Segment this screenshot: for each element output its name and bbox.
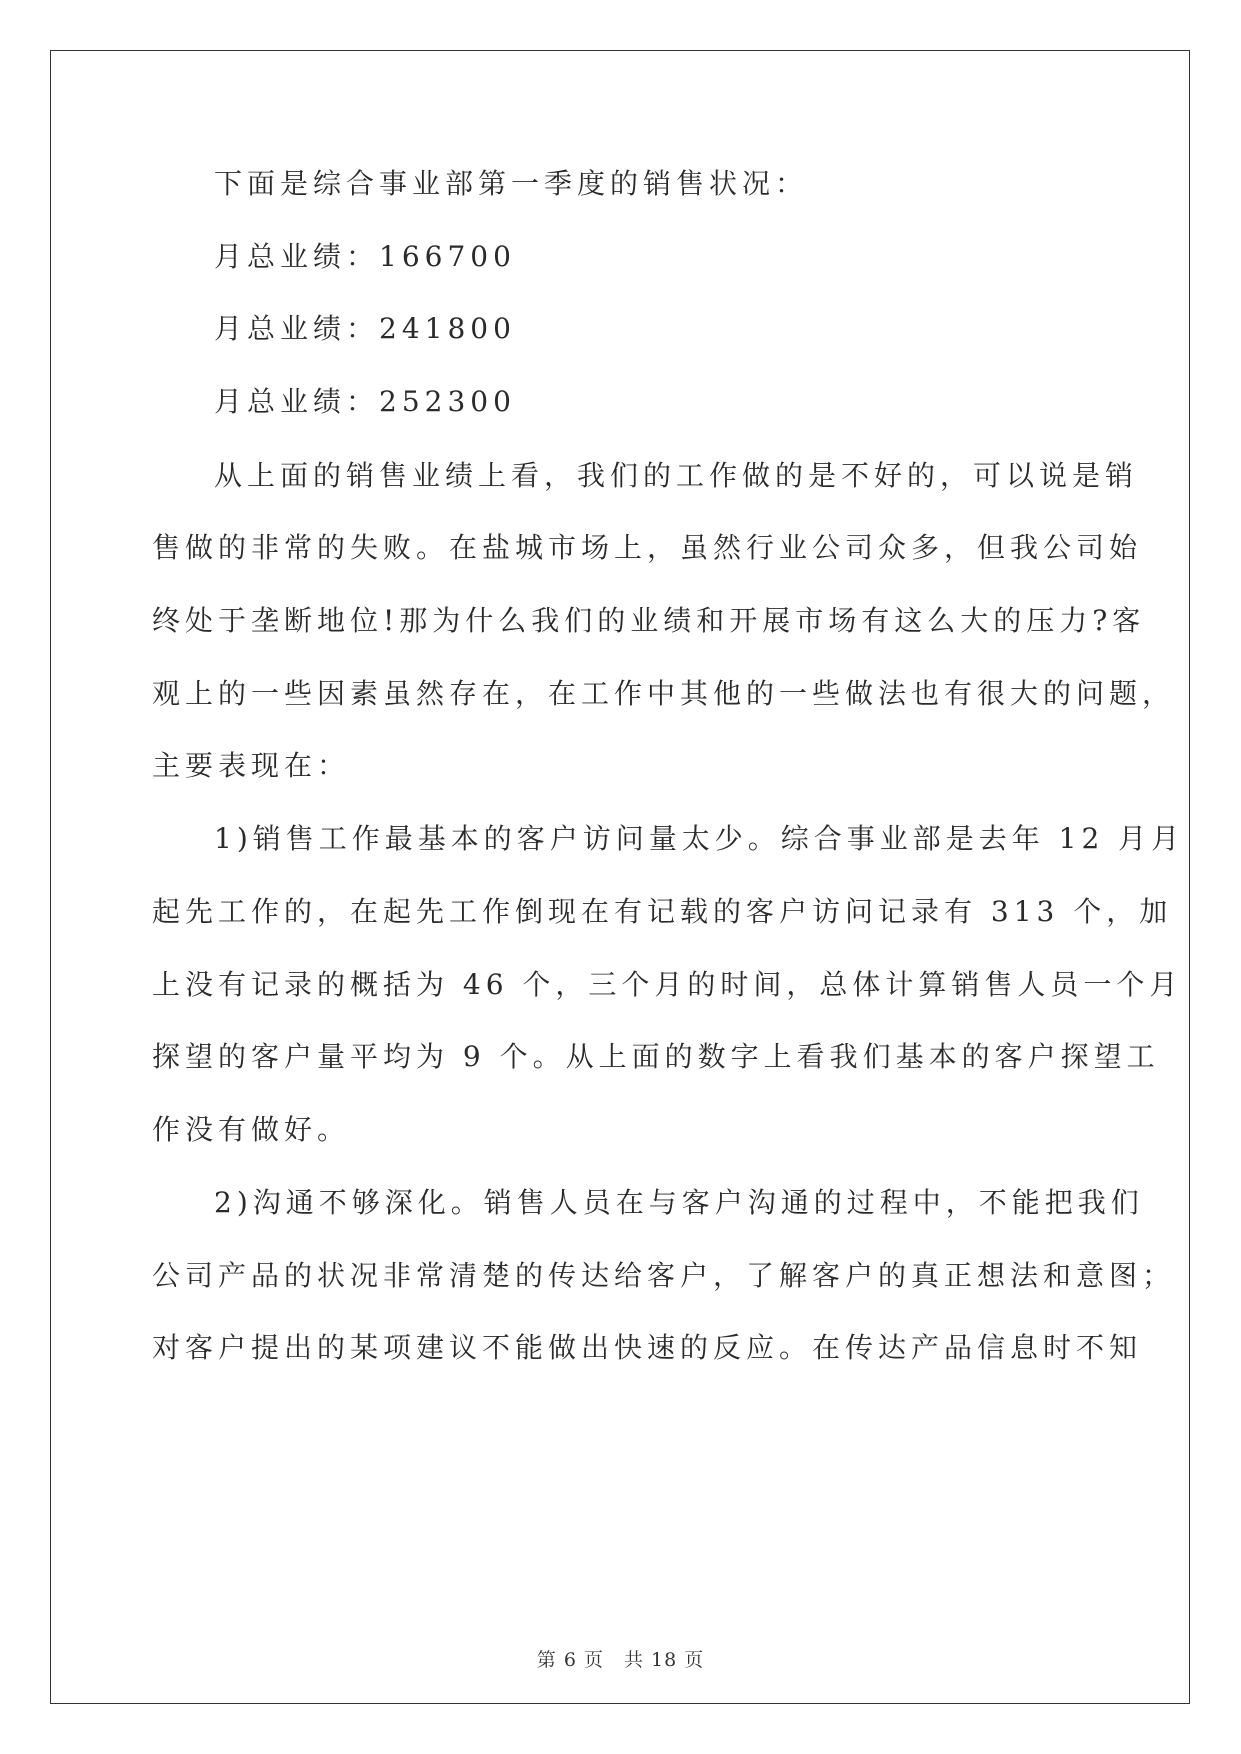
text-line: 从上面的销售业绩上看，我们的工作做的是不好的，可以说是销 (214, 459, 1139, 492)
text-line: 探望的客户量平均为 9 个。从上面的数字上看我们基本的客户探望工 (152, 1040, 1160, 1073)
page-number-footer: 第 6 页 共 18 页 (536, 1649, 705, 1671)
text-line: 月总业绩：252300 (214, 385, 516, 418)
text-line: 下面是综合事业部第一季度的销售状况： (214, 167, 809, 200)
page-border (50, 50, 1190, 1704)
text-line: 2)沟通不够深化。销售人员在与客户沟通的过程中，不能把我们 (214, 1186, 1144, 1219)
text-line: 主要表现在： (152, 749, 351, 782)
text-line: 作没有做好。 (152, 1113, 351, 1146)
text-line: 观上的一些因素虽然存在，在工作中其他的一些做法也有很大的问题， (152, 677, 1176, 710)
text-line: 上没有记录的概括为 46 个，三个月的时间，总体计算销售人员一个月 (152, 968, 1183, 1001)
text-line: 终处于垄断地位!那为什么我们的业绩和开展市场有这么大的压力?客 (152, 604, 1146, 637)
text-line: 月总业绩：166700 (214, 240, 516, 273)
text-line: 月总业绩：241800 (214, 312, 516, 345)
text-line: 对客户提出的某项建议不能做出快速的反应。在传达产品信息时不知 (152, 1331, 1143, 1364)
text-line: 1)销售工作最基本的客户访问量太少。综合事业部是去年 12 月月 (214, 822, 1185, 855)
text-line: 起先工作的，在起先工作倒现在有记载的客户访问记录有 313 个，加 (152, 895, 1173, 928)
text-line: 公司产品的状况非常清楚的传达给客户，了解客户的真正想法和意图； (152, 1259, 1176, 1292)
text-line: 售做的非常的失败。在盐城市场上，虽然行业公司众多，但我公司始 (152, 531, 1143, 564)
